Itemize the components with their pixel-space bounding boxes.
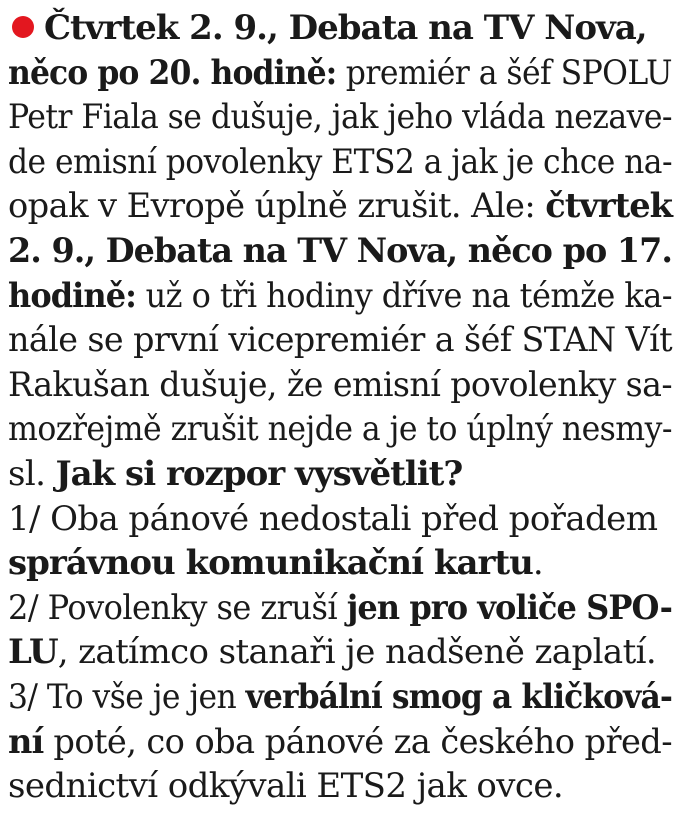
regular-text: 3/ To vše je jen [8, 676, 246, 717]
regular-text: . [532, 543, 544, 584]
regular-text: de emisní povolenky ETS2 a jak je chce na- [8, 141, 672, 182]
text-line [8, 764, 672, 809]
regular-text: nále se první vicepremiér a šéf STAN Vít [8, 320, 672, 361]
bullet-dot-icon [12, 16, 34, 38]
text-line [8, 184, 672, 229]
bold-text: jen pro voliče SPO- [346, 587, 672, 628]
text-line [8, 274, 672, 319]
regular-text: sl. [8, 453, 56, 494]
text-line [8, 452, 672, 497]
regular-text: mozřejmě zrušit nejde a je to úplný nesmy- [8, 409, 672, 450]
text-line [8, 140, 672, 185]
regular-text: opak v Evropě úplně zrušit. Ale: [8, 186, 546, 227]
regular-text: 2/ Povolenky se zruší [8, 587, 347, 628]
bold-text: verbální smog a kličková- [245, 676, 672, 717]
text-line [8, 51, 672, 96]
bold-text: čtvrtek [545, 186, 672, 227]
text-line [8, 541, 672, 586]
text-line [8, 318, 672, 363]
regular-text: Petr Fiala se dušuje, jak jeho vláda nezave- [8, 97, 672, 138]
regular-text: poté, co oba pánové za českého před- [43, 721, 672, 762]
text-line [8, 675, 672, 720]
bold-text: něco po 20. hodině: [8, 52, 337, 93]
bold-text: Čtvrtek 2. 9., Debata na TV Nova, [44, 8, 647, 48]
regular-text: už o tři hodiny dříve na témže ka- [136, 275, 673, 316]
text-line [8, 363, 672, 408]
bold-text: LU [8, 632, 58, 673]
regular-text: 1/ Oba pánové nedostali před pořadem [8, 498, 658, 539]
regular-text: premiér a šéf SPOLU [336, 52, 672, 93]
bold-text: hodině: [8, 275, 137, 316]
text-line [8, 497, 672, 542]
text-line [8, 407, 672, 452]
bold-text: správnou komunikační kartu [8, 543, 533, 584]
text-line [8, 586, 672, 631]
text-line [8, 630, 672, 675]
regular-text: Rakušan dušuje, že emisní povolenky sa- [8, 364, 672, 405]
text-line [8, 229, 672, 274]
text-line [8, 6, 672, 51]
bold-text: ní [8, 721, 44, 762]
regular-text: , zatímco stanaři je nadšeně zaplatí. [57, 632, 657, 673]
text-line [8, 95, 672, 140]
bold-text: Jak si rozpor vysvětlit? [55, 453, 463, 494]
bold-text: 2. 9., Debata na TV Nova, něco po 17. [8, 230, 672, 271]
regular-text: sednictví odkývali ETS2 jak ovce. [8, 766, 564, 807]
text-line [8, 720, 672, 765]
